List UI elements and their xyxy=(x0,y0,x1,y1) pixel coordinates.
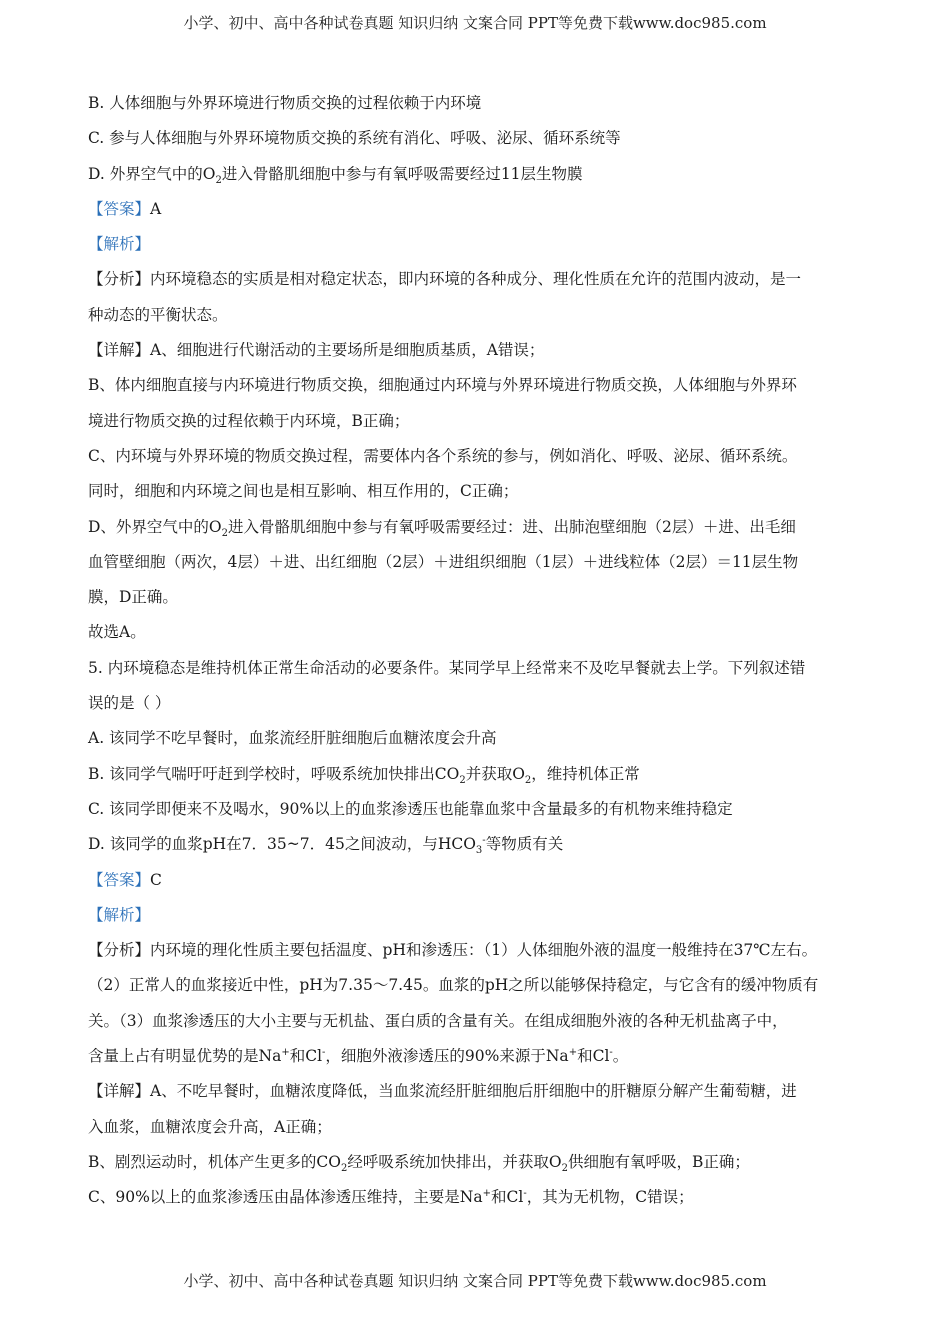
page-footer xyxy=(0,1270,950,1291)
q4-fenxi-line1: 【分析】内环境稳态的实质是相对稳定状态，即内环境的各种成分、理化性质在允许的范围内波动，是一 xyxy=(88,270,802,289)
q5-detail-a1: 【详解】A、不吃早餐时，血糖浓度降低，当血浆流经肝脏细胞后肝细胞中的肝糖原分解产生葡萄糖，进 xyxy=(88,1082,797,1101)
footer-text: 小学、初中、高中各种试卷真题 知识归纳 文案合同 PPT等免费下载 xyxy=(183,1272,633,1290)
q4-detail-d2: 血管壁细胞（两次，4层）＋进、出红细胞（2层）＋进组织细胞（1层）＋进线粒体（2层）＝11层生物 xyxy=(88,552,799,571)
q5-answer: 【答案】C xyxy=(88,870,162,889)
q5-fenxi-line3: 关。（3）血浆渗透压的大小主要与无机盐、蛋白质的含量有关。在组成细胞外液的各种无机盐离子中， xyxy=(88,1011,788,1030)
q4-option-d: D. 外界空气中的$O_2$进入骨骼肌细胞中参与有氧呼吸需要经过11层生物膜 xyxy=(88,164,583,186)
q5-option-b: B. 该同学气喘吁吁赶到学校时，呼吸系统加快排出$CO_2$并获取$O_2$，维持机体正常 xyxy=(88,764,640,786)
q5-detail-a2: 入血浆，血糖浓度会升高，A正确； xyxy=(88,1117,332,1136)
q5-option-a: A. 该同学不吃早餐时，血浆流经肝脏细胞后血糖浓度会升高 xyxy=(88,729,497,748)
q4-option-b: B. 人体细胞与外界环境进行物质交换的过程依赖于内环境 xyxy=(88,94,482,112)
q5-fenxi-line4: 含量上占有明显优势的是Na+和Cl-，细胞外液渗透压的90%来源于Na+和Cl-。 xyxy=(88,1046,629,1066)
document-body xyxy=(88,86,878,1216)
q4-detail-a: 【详解】A、细胞进行代谢活动的主要场所是细胞质基质，A错误； xyxy=(88,341,545,360)
q4-detail-d3: 膜，D正确。 xyxy=(88,588,178,607)
q5-fenxi-line2: （2）正常人的血浆接近中性，pH为7.35～7.45。血浆的pH之所以能够保持稳定，与它含有的缓冲物质有 xyxy=(88,976,819,995)
q4-detail-d1: D、外界空气中的$O_2$进入骨骼肌细胞中参与有氧呼吸需要经过：进、出肺泡壁细胞（2层）＋进、出毛细 xyxy=(88,517,796,539)
q5-fenxi-line1: 【分析】内环境的理化性质主要包括温度、pH和渗透压：（1）人体细胞外液的温度一般维持在37℃左右。 xyxy=(88,941,818,960)
answer-tag: 【答案】 xyxy=(88,199,151,218)
q4-answer: 【答案】A xyxy=(88,199,162,218)
q4-analysis-tag: 【解析】 xyxy=(88,235,151,254)
q5-option-d: D. 该同学的血浆pH在7．35~7．45之间波动，与$HCO_3^-$等物质有关 xyxy=(88,835,564,857)
footer-site: www.doc985.com xyxy=(632,1272,767,1290)
q4-fenxi-line2: 种动态的平衡状态。 xyxy=(88,305,228,324)
header-site: www.doc985.com xyxy=(632,14,767,32)
q4-detail-c1: C、内环境与外界环境的物质交换过程，需要体内各个系统的参与，例如消化、呼吸、泌尿、循环系统。 xyxy=(88,446,798,465)
q5-detail-b: B、剧烈运动时，机体产生更多的$CO_2$经呼吸系统加快排出，并获取$O_2$供细胞有氧呼吸，B正确； xyxy=(88,1152,750,1174)
q5-stem-line2: 误的是（ ） xyxy=(88,694,171,713)
q4-option-c: C. 参与人体细胞与外界环境物质交换的系统有消化、呼吸、泌尿、循环系统等 xyxy=(88,129,621,148)
header-text: 小学、初中、高中各种试卷真题 知识归纳 文案合同 PPT等免费下载 xyxy=(183,14,633,32)
q5-option-c: C. 该同学即便来不及喝水，90%以上的血浆渗透压也能靠血浆中含量最多的有机物来维持稳定 xyxy=(88,799,733,818)
q5-detail-c: C、90%以上的血浆渗透压由晶体渗透压维持，主要是Na+和Cl-，其为无机物，C错误； xyxy=(88,1188,694,1207)
q4-detail-b2: 境进行物质交换的过程依赖于内环境，B正确； xyxy=(88,411,410,430)
q5-stem-line1: 5. 内环境稳态是维持机体正常生命活动的必要条件。某同学早上经常来不及吃早餐就去上学。下列叙述错 xyxy=(88,658,806,677)
q4-detail-c2: 同时，细胞和内环境之间也是相互影响、相互作用的，C正确； xyxy=(88,482,519,501)
q4-detail-b1: B、体内细胞直接与内环境进行物质交换，细胞通过内环境与外界环境进行物质交换，人体细胞与外界环 xyxy=(88,376,797,395)
q4-conclusion: 故选A。 xyxy=(88,623,146,642)
q5-analysis-tag: 【解析】 xyxy=(88,905,151,924)
page-header xyxy=(0,12,950,33)
